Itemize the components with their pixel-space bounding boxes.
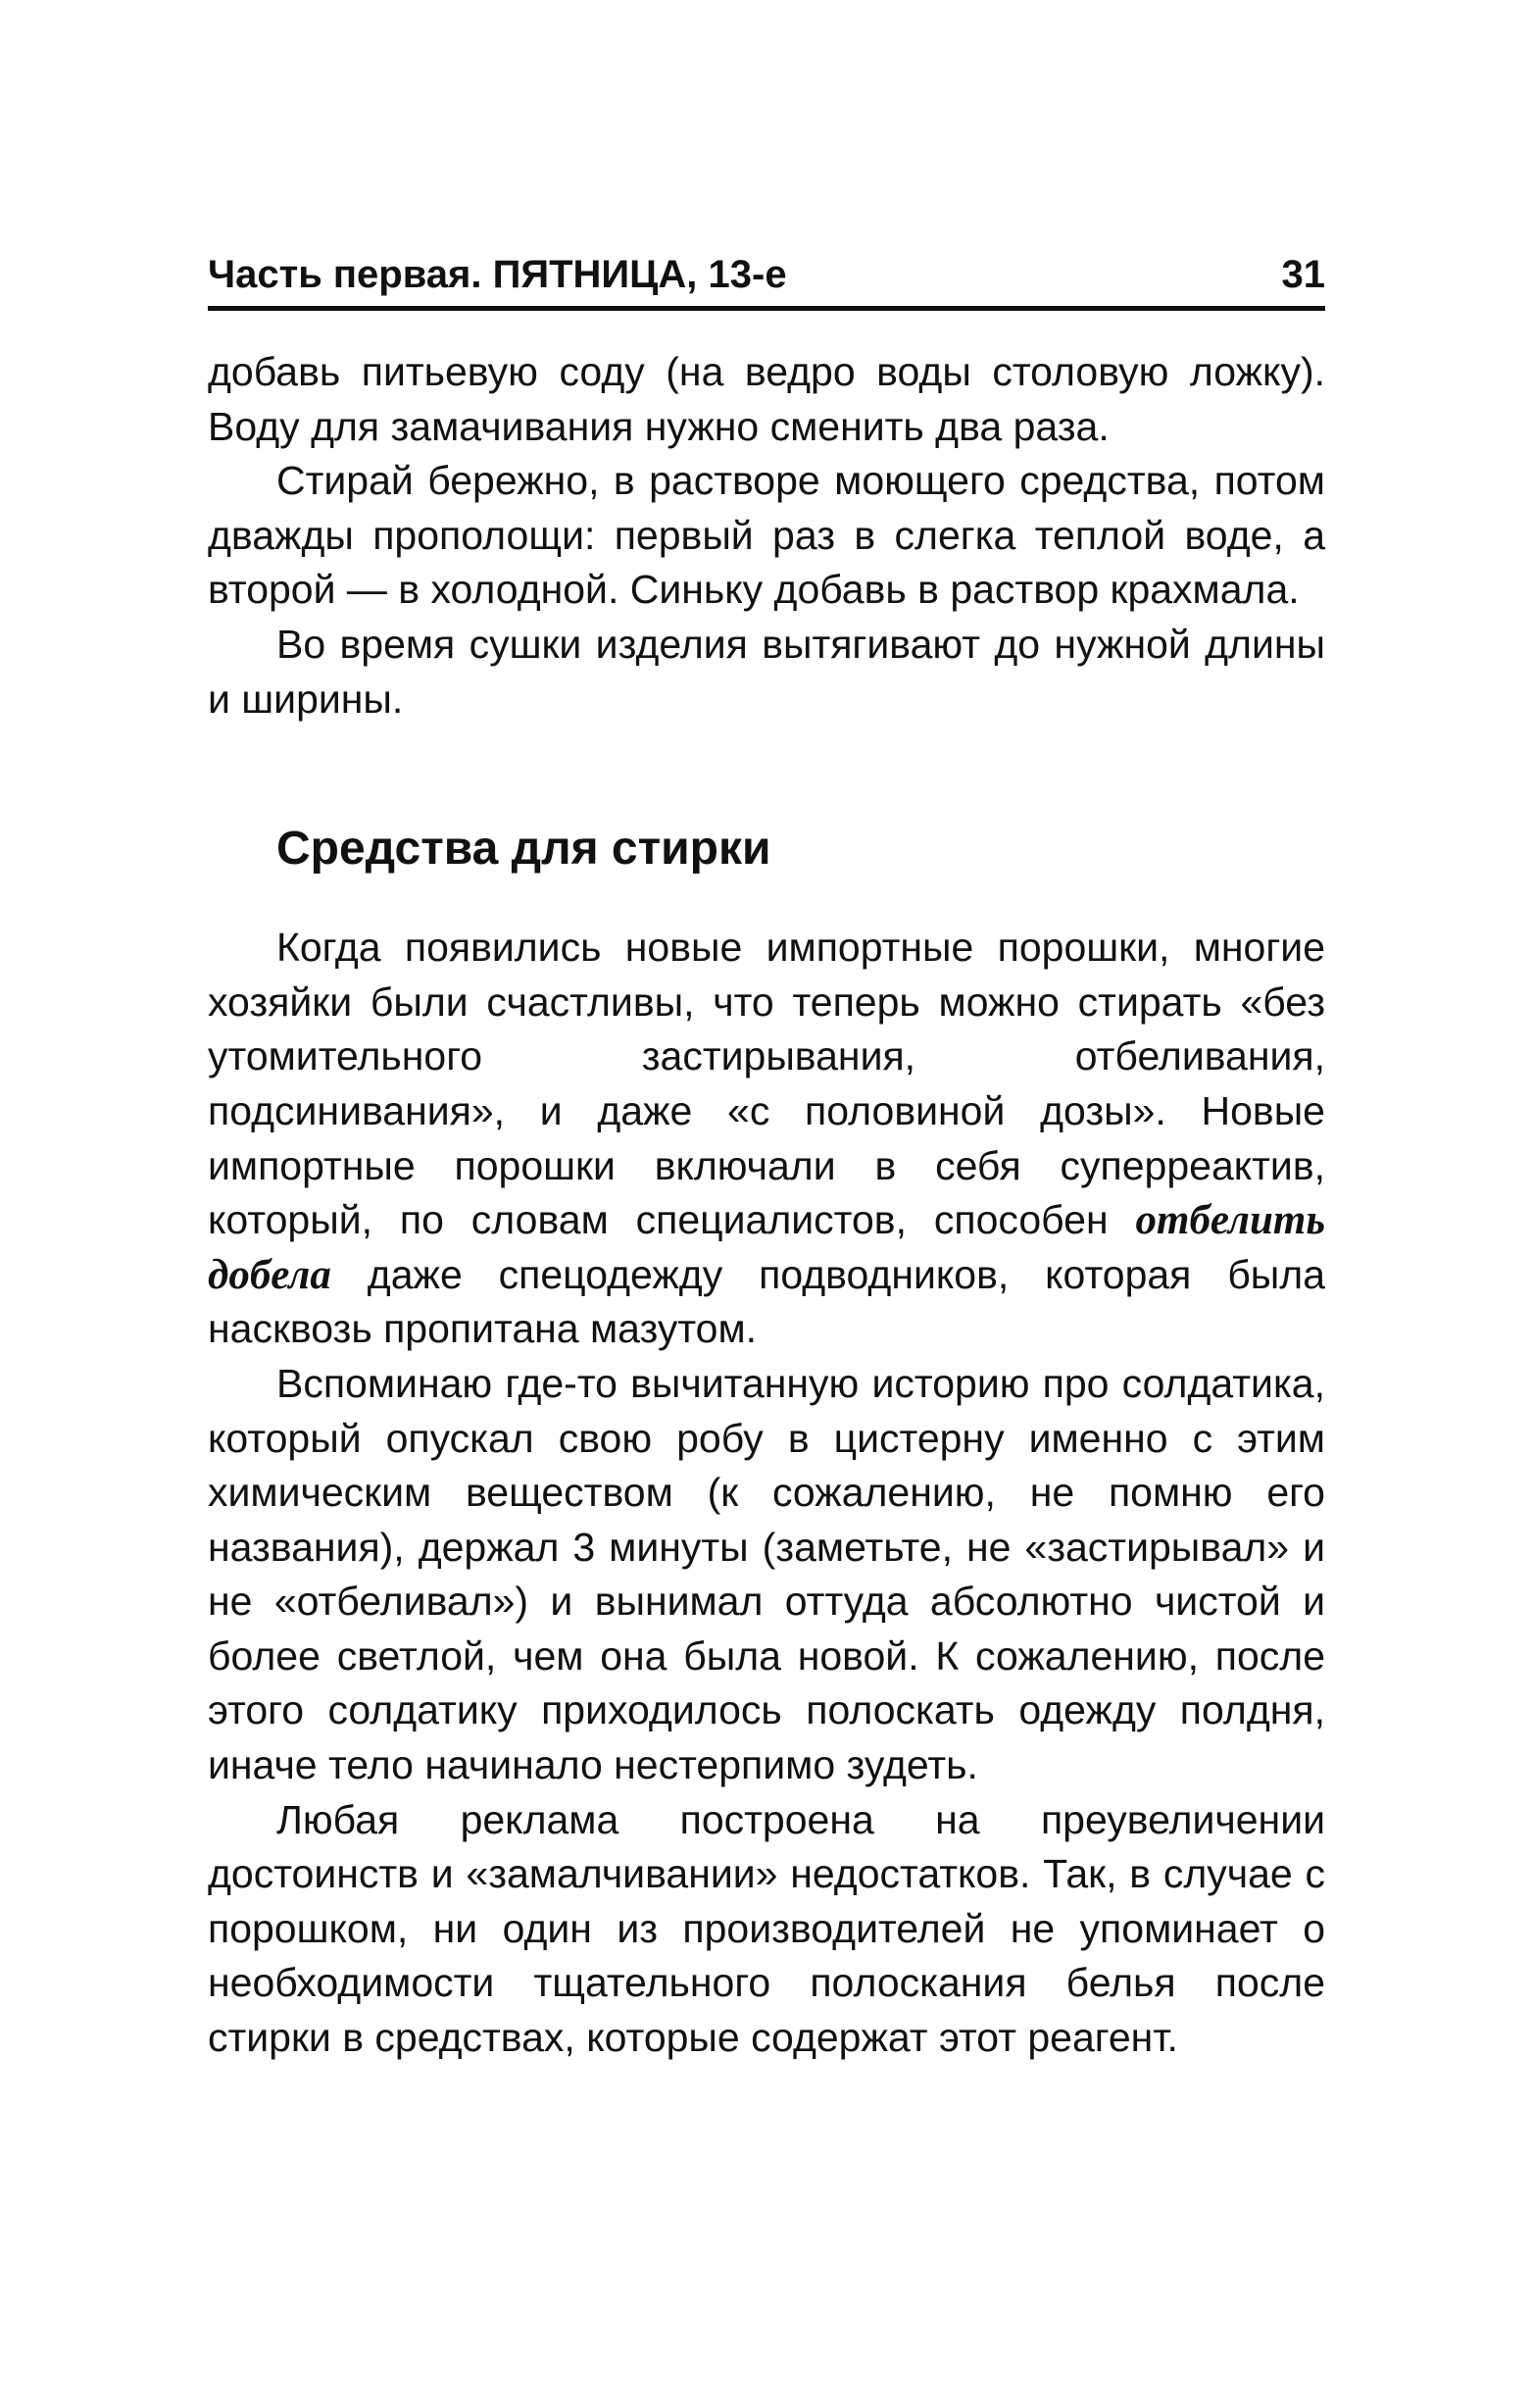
paragraph: Любая реклама построена на преувеличении достоинств и «замалчивании» недостатков. Так, в случае с порошком, ни один из производителей не упоминает о необходимости тщательного полоскания белья после стирки в средствах, которые содержат этот реагент. xyxy=(208,1796,1325,2061)
paragraph: Во время сушки изделия вытягивают до нужной длины и ширины. xyxy=(208,621,1325,722)
paragraph-text: Когда появились новые импортные порошки, многие хозяйки были счастливы, что теперь можно стирать «без утомительного застирывания, отбеливания, подсинивания», и даже «с половиной дозы». Новые импортные порошки включали в себя суперреактив, который, по словам специалистов, способен xyxy=(208,925,1325,1243)
paragraph-continued: добавь питьевую соду (на ведро воды столовую ложку). Воду для замачивания нужно сменить два раза. xyxy=(208,349,1325,449)
running-header xyxy=(208,243,1325,311)
running-header-title: Часть первая. ПЯТНИЦА, 13-е xyxy=(208,253,787,296)
paragraph: Вспоминаю где-то вычитанную историю про солдатика, который опускал свою робу в цистерну именно с этим химическим веществом (к сожалению, не помню его названия), держал 3 минуты (заметьте, не «застирывал» и не «отбеливал») и вынимал оттуда абсолютно чистой и более светлой, чем она была новой. К сожалению, после этого солдатику приходилось полоскать одежду полдня, иначе тело начинало нестерпимо зудеть. xyxy=(208,1360,1325,1788)
page-number: 31 xyxy=(1281,253,1325,296)
section-heading: Средства для стирки xyxy=(276,823,771,876)
paragraph: Стирай бережно, в растворе моющего средства, потом дважды прополощи: первый раз в слегка теплой воде, а второй — в холодной. Синьку добавь в раствор крахмала. xyxy=(208,458,1325,613)
page-body xyxy=(208,345,1325,2066)
paragraph xyxy=(208,921,1325,1357)
paragraph-text: даже спецодежду подводников, которая была насквозь пропитана мазутом. xyxy=(208,1251,1325,1352)
emphasis-text: отбелить добела xyxy=(208,1197,1325,1298)
